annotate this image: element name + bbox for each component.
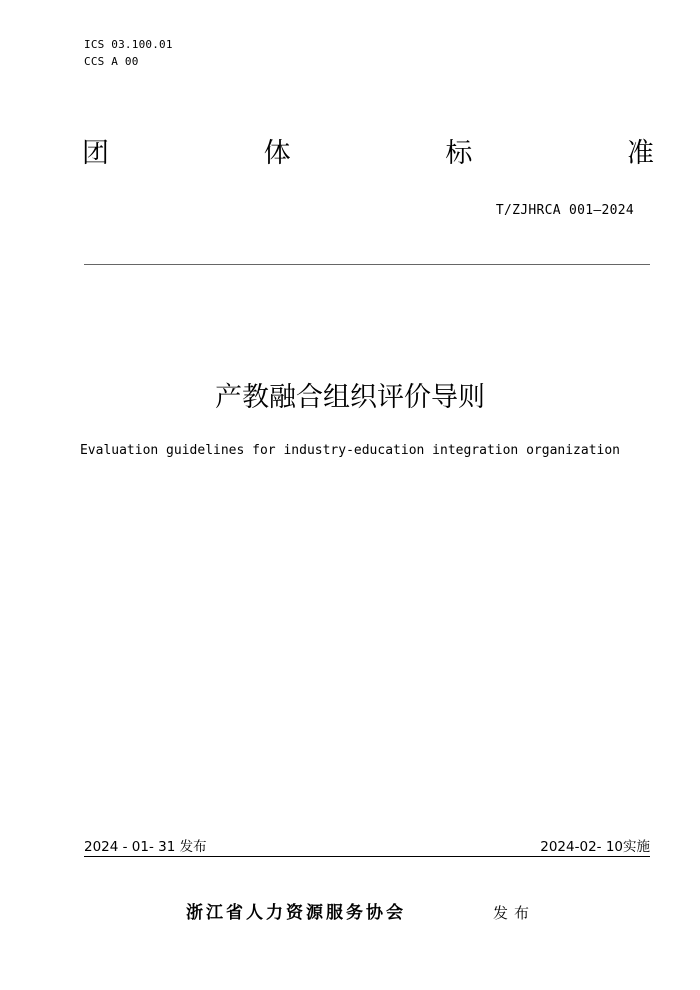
chinese-title: 产教融合组织评价导则: [215, 382, 485, 413]
document-type-char-2: 体: [263, 138, 291, 169]
release-label: 发布: [179, 839, 207, 855]
implementation-label: 实施: [623, 839, 650, 855]
date-row: [84, 838, 650, 856]
publish-label: 发布: [493, 904, 536, 922]
implementation-date: 2024-02- 10: [540, 839, 623, 855]
publisher-name: 浙江省人力资源服务协会: [186, 903, 406, 923]
document-type-heading: [82, 134, 654, 174]
top-divider: [84, 264, 650, 265]
release-date-group: [84, 838, 207, 856]
document-type-char-3: 标: [445, 138, 473, 169]
document-type-char-4: 准: [626, 138, 654, 169]
classification-codes: [84, 36, 173, 70]
release-date: 2024 - 01- 31: [84, 839, 176, 855]
bottom-divider: [84, 856, 650, 857]
document-type-char-1: 团: [82, 138, 109, 169]
standard-number: T/ZJHRCA 001—2024: [495, 203, 634, 218]
ccs-code: CCS A 00: [84, 55, 139, 68]
ics-code: ICS 03.100.01: [84, 38, 173, 51]
implementation-date-group: [540, 838, 650, 856]
english-title: Evaluation guidelines for industry-education integration organization: [79, 443, 621, 458]
